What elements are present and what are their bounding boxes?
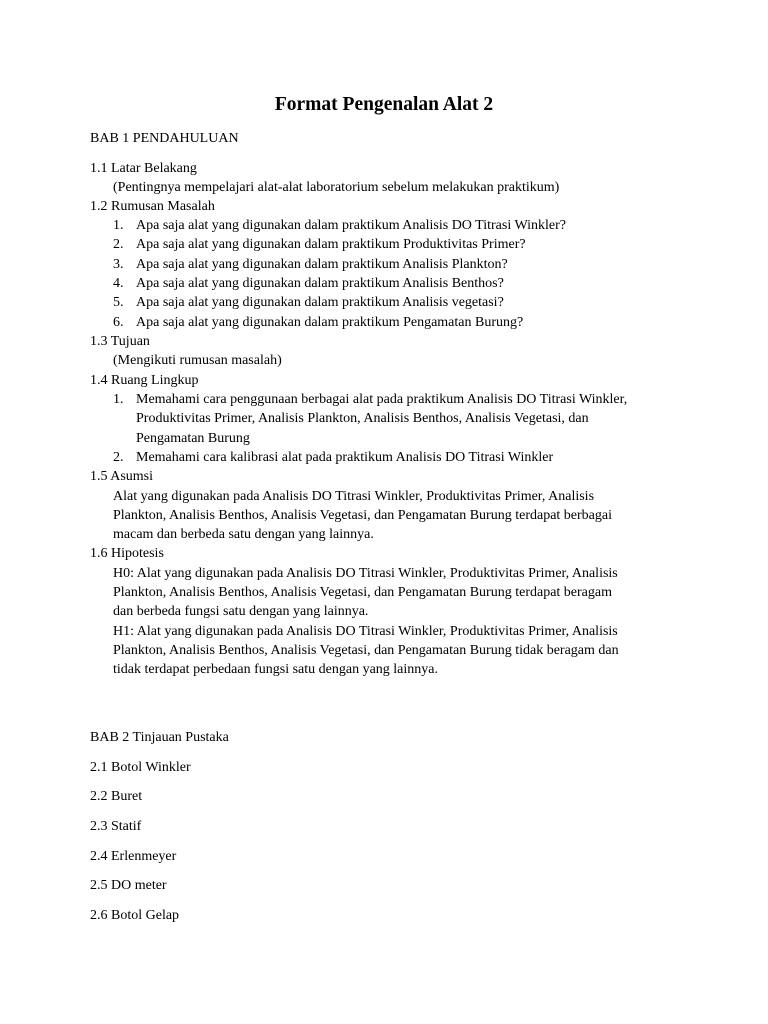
hipotesis-h1-line: tidak terdapat perbedaan fungsi satu dengan yang lainnya.	[113, 662, 438, 677]
asumsi-line: Plankton, Analisis Benthos, Analisis Vegetasi, dan Pengamatan Burung terdapat berbagai	[113, 508, 612, 523]
hipotesis-h0-line: dan berbeda fungsi satu dengan yang lainnya.	[113, 604, 369, 619]
latar-belakang-text: (Pentingnya mempelajari alat-alat laboratorium sebelum melakukan praktikum)	[113, 180, 560, 195]
list-number: 3.	[113, 257, 124, 272]
section-label-tujuan: 1.3 Tujuan	[90, 334, 150, 349]
list-item: Apa saja alat yang digunakan dalam praktikum Analisis vegetasi?	[136, 295, 504, 310]
list-number: 4.	[113, 276, 124, 291]
bab2-item: 2.3 Statif	[90, 819, 142, 834]
list-item: Apa saja alat yang digunakan dalam praktikum Pengamatan Burung?	[136, 315, 524, 330]
section-label-asumsi: 1.5 Asumsi	[90, 469, 154, 484]
list-number: 2.	[113, 237, 124, 252]
list-item: Apa saja alat yang digunakan dalam praktikum Analisis Plankton?	[136, 257, 508, 272]
hipotesis-h0-line: H0: Alat yang digunakan pada Analisis DO Titrasi Winkler, Produktivitas Primer, Analisis	[113, 566, 618, 581]
list-item-line: Memahami cara penggunaan berbagai alat pada praktikum Analisis DO Titrasi Winkler,	[136, 392, 628, 407]
bab2-item: 2.2 Buret	[90, 789, 143, 804]
bab2-heading: BAB 2 Tinjauan Pustaka	[90, 730, 229, 745]
list-number: 1.	[113, 392, 124, 407]
asumsi-line: Alat yang digunakan pada Analisis DO Titrasi Winkler, Produktivitas Primer, Analisis	[113, 489, 595, 504]
hipotesis-h1-line: Plankton, Analisis Benthos, Analisis Vegetasi, dan Pengamatan Burung tidak beragam dan	[113, 643, 619, 658]
section-label-ruang-lingkup: 1.4 Ruang Lingkup	[90, 373, 199, 388]
list-item-line: Pengamatan Burung	[136, 431, 250, 446]
list-number: 2.	[113, 450, 124, 465]
section-label-hipotesis: 1.6 Hipotesis	[90, 546, 164, 561]
list-item-line: Memahami cara kalibrasi alat pada praktikum Analisis DO Titrasi Winkler	[136, 450, 554, 465]
bab2-item: 2.1 Botol Winkler	[90, 760, 191, 775]
list-number: 5.	[113, 295, 124, 310]
list-item: Apa saja alat yang digunakan dalam praktikum Analisis Benthos?	[136, 276, 504, 291]
asumsi-line: macam dan berbeda satu dengan yang lainnya.	[113, 527, 374, 542]
list-item: Apa saja alat yang digunakan dalam praktikum Produktivitas Primer?	[136, 237, 526, 252]
list-item-line: Produktivitas Primer, Analisis Plankton, Analisis Benthos, Analisis Vegetasi, dan	[136, 411, 589, 426]
list-number: 6.	[113, 315, 124, 330]
hipotesis-h0-line: Plankton, Analisis Benthos, Analisis Vegetasi, dan Pengamatan Burung terdapat beragam	[113, 585, 612, 600]
section-label-latar-belakang: 1.1 Latar Belakang	[90, 161, 197, 176]
hipotesis-h1-line: H1: Alat yang digunakan pada Analisis DO Titrasi Winkler, Produktivitas Primer, Analisis	[113, 624, 618, 639]
list-item: Apa saja alat yang digunakan dalam praktikum Analisis DO Titrasi Winkler?	[136, 218, 566, 233]
bab2-item: 2.6 Botol Gelap	[90, 908, 180, 923]
document-title: Format Pengenalan Alat 2	[274, 94, 494, 115]
bab1-heading: BAB 1 PENDAHULUAN	[90, 131, 239, 146]
list-number: 1.	[113, 218, 124, 233]
section-label-rumusan-masalah: 1.2 Rumusan Masalah	[90, 199, 215, 214]
bab2-item: 2.5 DO meter	[90, 878, 167, 893]
tujuan-text: (Mengikuti rumusan masalah)	[113, 353, 282, 368]
bab2-item: 2.4 Erlenmeyer	[90, 849, 177, 864]
